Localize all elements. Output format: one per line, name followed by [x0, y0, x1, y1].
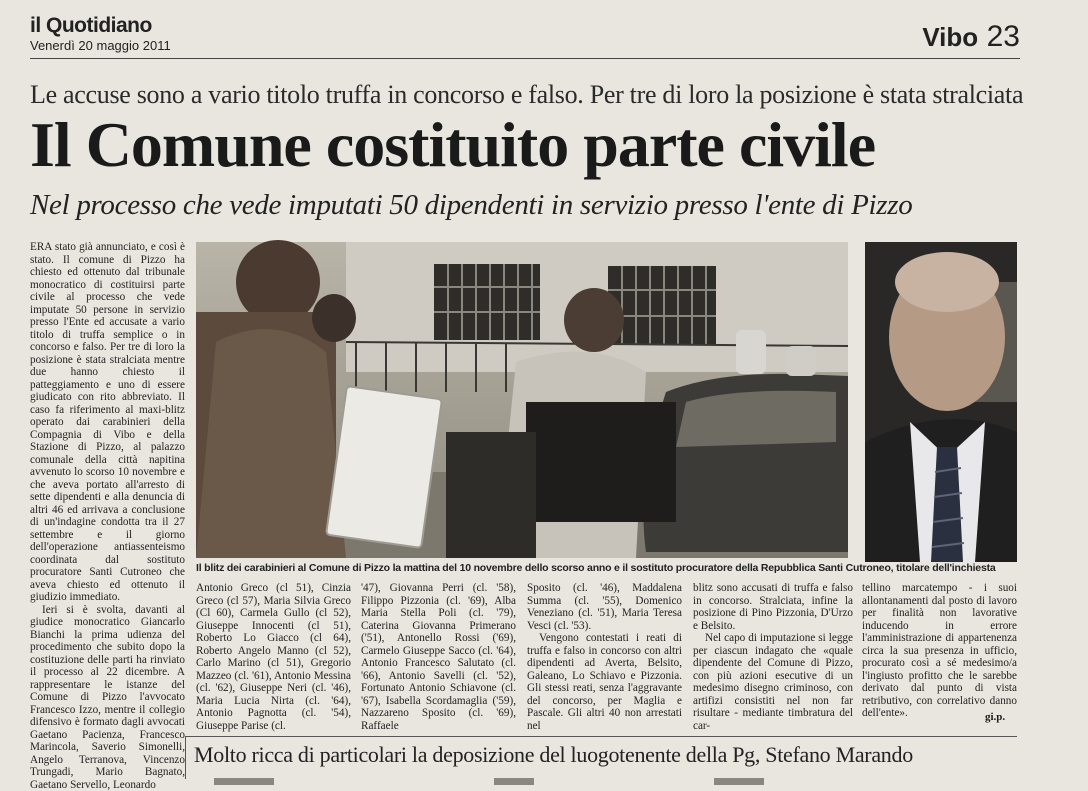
paragraph: tellino marcatempo - i suoi allontanamenti dal posto di lavoro per finalità non lavorative inducendo in errore l'amministrazione di appartenenza circa la sua presenza in ufficio, procurato così a sé medesimo/a l'ingiusto profitto che le sarebbe derivato dal punto di vista retributivo, con correlativo danno dell'ente». [862, 582, 1017, 720]
paragraph: Nel capo di imputazione si legge per ciascun indagato che «quale dipendente del Comune di Pizzo, con più azioni esecutive di un medesimo disegno criminoso, con artifizi consistiti nel non far risultare - mediante timbratura del car- [693, 632, 853, 732]
next-article-headline-fragment [194, 772, 1014, 781]
author-signature: gi.p. [985, 711, 1005, 723]
article-kicker: Le accuse sono a vario titolo truffa in concorso e falso. Per tre di loro la posizione è stata stralciata [30, 80, 1020, 110]
paragraph: '47), Giovanna Perri (cl. '58), Filippo Pizzonia (cl. '69), Alba Maria Stella Poli (cl. '79), Caterina Giovanna Primerano ('51), Antonello Rossi ('69), Carmelo Giuseppe Sacco (cl. '64), Antonio Francesco Salutato (cl. '66), Antonio Savelli (cl. '52), Fortunato Antonio Schiavone (cl. '67), Isabella Scordamaglia ('59), Nazzareno Sposito (cl. '69), Raffaele [361, 582, 516, 732]
column-divider [185, 737, 186, 779]
paragraph: Ieri si è svolta, davanti al giudice monocratico Giancarlo Bianchi la prima udienza del procedimento che subito dopo la costituzione delle parti ha rinviato il processo al 22 dicembre. A rappresentare le istanze del Comune di Pizzo l'avvocato Francesco Izzo, mentre il collegio difensivo è formato dagli avvocati Gaetano Pacienza, Francesco Marincola, Saverio Simonelli, Angelo Terranova, Vincenzo Trungadi, Mario Bagnato, Gaetano Servello, Leonardo [30, 604, 185, 791]
blitz-photo [196, 242, 848, 558]
prosecutor-photo [865, 242, 1017, 562]
blitz-photo-illustration [196, 242, 848, 558]
article-column-3 [361, 582, 516, 722]
paragraph: Vengono contestati i reati di truffa e falso in concorso con altri dipendenti ad Averta, Belsito, Galeano, Lo Schiavo e Pizzonia. Gli stessi reati, senza l'aggravante del concorso, per Maglia e Pascale. Gli altri 40 non arrestati nel [527, 632, 682, 732]
photo-caption: Il blitz dei carabinieri al Comune di Pizzo la mattina del 10 novembre dello scorso anno e il sostituto procuratore della Repubblica Santi Cutroneo, titolare dell'inchiesta [196, 562, 1022, 574]
section-name: Vibo [922, 22, 978, 52]
paragraph: Antonio Greco (cl 51), Cinzia Greco (cl 57), Maria Silvia Greco (Cl 60), Carmela Gullo (cl 52), Giuseppe Innocenti (cl 51), Roberto Lo Giacco (cl 64), Roberto Angelo Manno (cl 52), Carlo Marino (cl 51), Gregorio Mazzeo (cl. '61), Antonio Messina (cl. '62), Giuseppe Neri (cl. '46), Maria Lucia Nirta (cl. '64), Antonio Pagnotta (cl. '54), Giuseppe Parise (cl. [196, 582, 351, 732]
article-column-6 [862, 582, 1017, 712]
paragraph: ERA stato già annunciato, e così è stato. Il comune di Pizzo ha chiesto ed ottenuto dal tribunale monocratico di costituirsi parte civile al processo che vede imputate 50 persone in servizio presso l'Ente ed accusate a vario titolo di truffa semplice o in concorso e falso. Per tre di loro la posizione è stata stralciata mentre due hanno chiesto il patteggiamento e uno di essere giudicato con rito abbreviato. Il caso fa riferimento al maxi-blitz operato dai carabinieri della Compagnia di Vibo e della Stazione di Pizzo, al palazzo comunale della città napitina avvenuto lo scorso 10 novembre e che aveva portato all'arresto di sette dipendenti e alla denuncia di altri 46 ed arrivava a conclusione di un'indagine condotta tra il 27 settembre e il giorno dell'operazione antiassenteismo coordinata dal sostituto procuratore Santi Cutroneo che aveva chiesto ed ottenuto il giudizio immediato. [30, 241, 185, 604]
article-subheadline: Nel processo che vede imputati 50 dipendenti in servizio presso l'ente di Pizzo [30, 189, 1020, 222]
newspaper-logo: il Quotidiano [30, 14, 152, 38]
article-divider [185, 736, 1017, 737]
page-number: 23 [987, 20, 1020, 53]
masthead-divider [30, 58, 1020, 59]
masthead [30, 10, 1020, 58]
article-column-4 [527, 582, 682, 722]
article-column-5 [693, 582, 853, 722]
next-article-headline: Molto ricca di particolari la deposizione del luogotenente della Pg, Stefano Marando [194, 742, 913, 768]
prosecutor-portrait [865, 242, 1017, 562]
paragraph: Sposito (cl. '46), Maddalena Summa (cl. '55), Domenico Veneziano (cl. '51), Maria Teresa Vesci (cl. '53). [527, 582, 682, 632]
issue-date: Venerdì 20 maggio 2011 [30, 38, 171, 53]
article-column-1 [30, 241, 185, 776]
section-label [922, 20, 1020, 54]
paragraph: blitz sono accusati di truffa e falso in concorso. Stralciata, infine la posizione di Pino Pizzonia, D'Urzo e Belsito. [693, 582, 853, 632]
article-headline: Il Comune costituito parte civile [30, 108, 1020, 182]
